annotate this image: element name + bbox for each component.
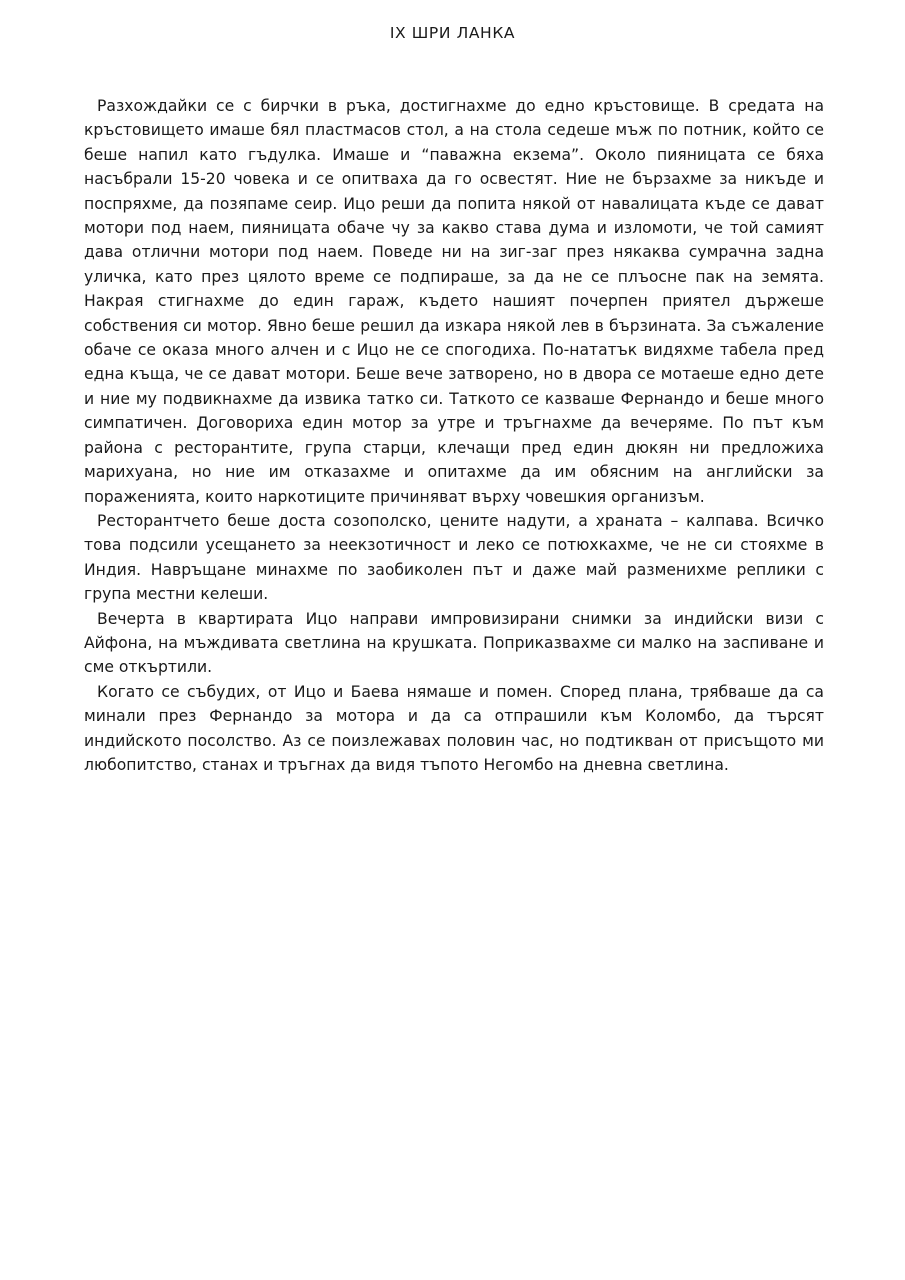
paragraph-3: Вечерта в квартирата Ицо направи импровизирани снимки за индийски визи с Айфона, на мъждивата светлина на крушката. Поприказвахме си малко на заспиване и сме откъртили. — [84, 609, 824, 677]
paragraph-4: Когато се събудих, от Ицо и Баева нямаше и помен. Според плана, трябваше да са минали през Фернандо за мотора и да са отпрашили към Коломбо, да търсят индийското посолство. Аз се поизлежавах половин час, но подтикван от присъщото ми любопитство, станах и тръгнах да видя тъпото Негомбо на дневна светлина. — [84, 682, 824, 774]
paragraph-2: Ресторантчето беше доста созополско, цените надути, а храната – калпава. Всичко това подсили усещането за неекзотичност и леко се потюхкахме, че не си стояхме в Индия. Навръщане минахме по заобиколен път и даже май разменихме реплики с група местни келеши. — [84, 511, 824, 604]
chapter-title: IX ШРИ ЛАНКА — [389, 24, 516, 42]
paragraph-1: Разхождайки се с бирчки в ръка, достигнахме до едно кръстовище. В средата на кръстовището имаше бял пластмасов стол, а на стола седеше мъж по потник, който се беше напил като гъдулка. Имаше и “паважна екзема”. Около пияницата се бяха насъбрали 15-20 човека и се опитваха да го освестят. Ние не бързахме за никъде и поспряхме, да позяпаме сеир. Ицо реши да попита някой от навалицата къде се дават мотори под наем, пияницата обаче чу за какво става дума и изломоти, че той самият дава отлични мотори под наем. Поведе ни на зиг-заг през някаква сумрачна задна уличка, като през цялото време се подпираше, за да не се плъосне пак на земята. Накрая стигнахме до един гараж, където нашият почерпен приятел държеше собствения си мотор. Явно беше решил да изкара някой лев в бързината. За съжаление обаче се оказа много алчен и с Ицо не се спогодиха. По-нататък видяхме табела пред една къща, че се дават мотори. Беше вече затворено, но в двора се мотаеше едно дете и ние му подвикнахме да извика татко си. Таткото се казваше Фернандо и беше много симпатичен. Договорихa един мотор за утре и тръгнахме да вечеряме. По път към района с ресторантите, група старци, клечащи пред един дюкян ни предложиха марихуана, но ние им отказахме и опитахме да им обясним на английски за пораженията, които наркотиците причиняват върху човешкия организъм. — [84, 97, 824, 506]
body-text — [84, 94, 824, 777]
